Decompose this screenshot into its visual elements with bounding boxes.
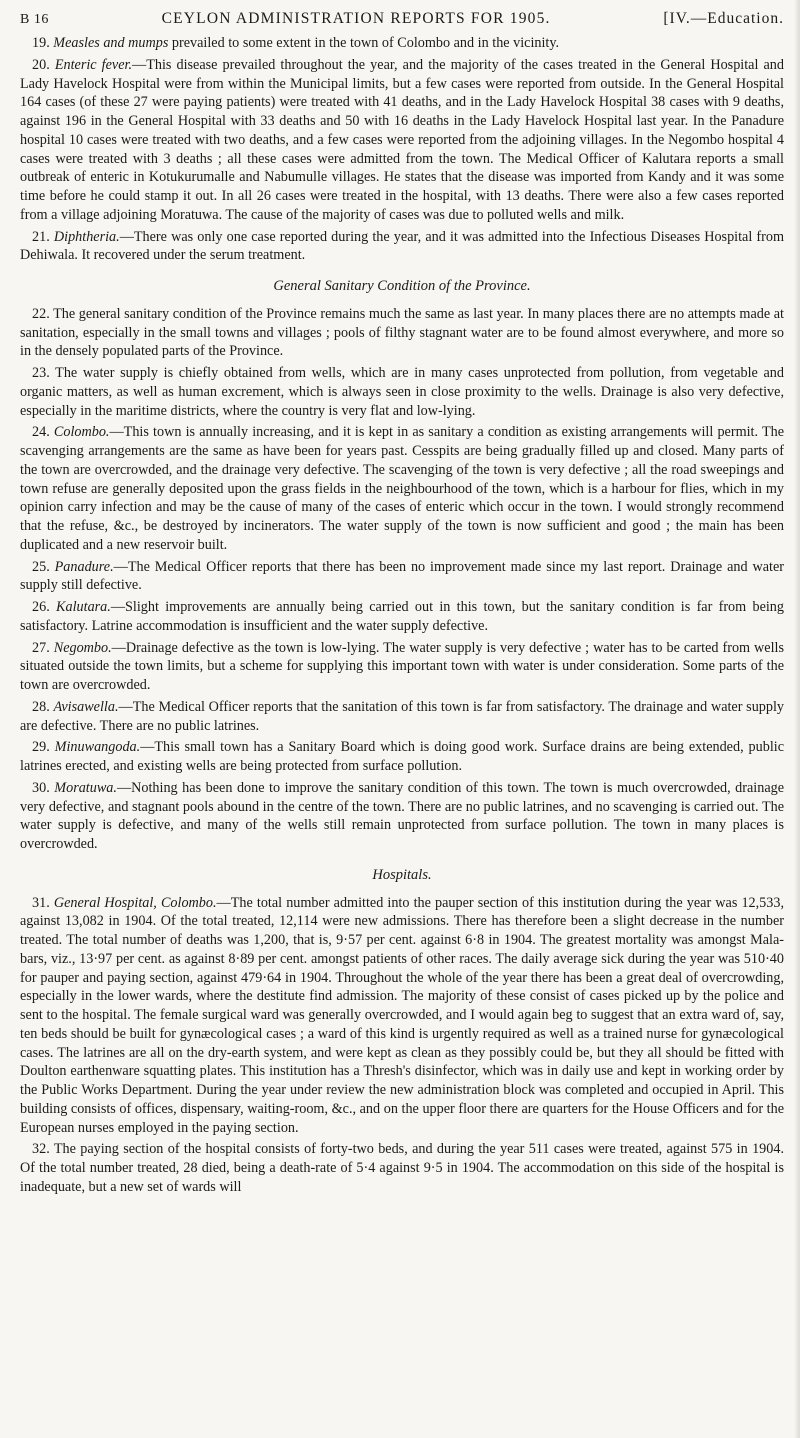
paragraph (20, 228, 784, 266)
paragraph (20, 423, 784, 554)
paragraph-number: 19. (32, 35, 50, 51)
paragraph-number: 23. (32, 365, 50, 381)
paragraph-text: —This small town has a Sanitary Board which is doing good work. Surface drains are being extended, public latrines erected, and existing wells are being protected from surface pollution. (20, 739, 784, 774)
paragraph-text: The general sanitary condition of the Province remains much the same as last year. In many places there are no attempts made at sanitation, especially in the small towns and villages ; pools of filthy stagnant water are to be found almost everywhere, and more so in the densely populated parts of the Province. (20, 305, 784, 360)
paragraph (20, 558, 784, 596)
paragraph-text: The water supply is chiefly obtained from wells, which are in many cases unprotected from pollution, from vegetable and organic matters, as well as human excrement, which is always seen in close proximity to the wells. Drainage is also very defective, especially in the maritime districts, where the country is very flat and low-lying. (20, 365, 784, 419)
section-heading: General Sanitary Condition of the Province. (273, 278, 531, 294)
paragraph (20, 698, 784, 736)
section-label: [IV.—Education. (663, 10, 784, 27)
paragraph-number: 22. (32, 305, 50, 322)
paragraph (20, 364, 784, 420)
paragraph-number: 21. (32, 228, 50, 245)
paragraph-number: 32. (32, 1141, 50, 1158)
paragraph (20, 639, 784, 695)
page-number: B 16 (20, 12, 49, 27)
paragraph-lead: Minuwangoda. (54, 739, 141, 756)
paragraph-lead: Colombo. (53, 424, 110, 441)
paragraph-number: 25. (32, 558, 50, 575)
section-heading: Hospitals. (372, 866, 432, 883)
paragraph (20, 779, 784, 854)
paragraph-lead: General Hospital, Colombo. (53, 894, 217, 911)
paragraph (20, 305, 784, 361)
paragraph-lead: Moratuwa. (54, 779, 117, 796)
paragraph (20, 738, 784, 776)
paragraph (20, 56, 784, 225)
paragraph-text: —The Medical Officer reports that there has been no improvement made since my last report. Drainage and water supply still defective. (20, 558, 785, 594)
paragraph (20, 34, 784, 53)
paragraph-text: —This town is annually increasing, and it is kept in as sanitary a condition as existing arrangements will permit. The scavenging arrangements are the same as have been for years past. Cesspits are being gradually filled up and closed. Many parts of the town are overcrowded, and the drainage very defective. The scavenging of the town is very defective ; all the road sweepings and town refuse are generally deposited upon the grass fields in the neighbourhood of the town, which is a harbour for flies, which in my opinion carry infection and may be the cause of many of the cases of enteric which occur in the town. I would strongly recommend that the refuse, &c., be destroyed by incinerators. The water supply of the town is now sufficient and good ; the main has been duplicated and a new reservoir built. (20, 424, 785, 553)
paragraph-number: 31. (32, 894, 50, 911)
paragraph-number: 28. (32, 698, 50, 715)
paragraph-number: 30. (32, 779, 50, 796)
paragraph-text: —This disease prevailed throughout the year, and the majority of the cases treated in the General Hospital and Lady Havelock Hospital were from within the Municipal limits, but a few cases were reported from outside. In the General Hospital 164 cases (of these 27 were paying patients) were treated with 41 deaths, and in the Lady Havelock Hospital 38 cases with 9 deaths, against 196 in the General Hospital with 33 deaths and 50 with 16 deaths in the Lady Havelock Hospital last year. In the Panadure hospital 10 cases were treated with two deaths, and a few cases were reported from the adjoining villages. In the Negombo hospital 4 cases were treated with 3 deaths ; all these cases were admitted from the town. The Medical Officer of Kalutara reports a small outbreak of enteric in Kotukurumalle and Nabumulle villages. He states that the disease was imported from Kandy and it was some time before he could stamp it out. In all 26 cases were treated in the hospital, with 13 deaths. There were also a few cases reported from a village adjoining Moratuwa. The cause of the majority of cases was due to polluted wells and milk. (20, 56, 784, 223)
paragraph-lead: Diphtheria. (53, 228, 120, 245)
paragraph-text: —Drainage defective as the town is low-lying. The water supply is very defective ; water has to be carted from wells situated outside the town limits, but a scheme for supplying this important town with water is under consideration. Some parts of the town are overcrowded. (20, 639, 785, 693)
paragraph-text: —The total number admitted into the pauper section of this institution during the year was 12,533, against 13,082 in 1904. Of the total treated, 12,114 were new admissions. There has therefore been a slight decrease in the number treated. The total number of deaths was 1,200, that is, 9·57 per cent. against 6·8 in 1904. The greatest mortality was amongst Mala-bars, viz., 13·97 per cent. as against 8·89 per cent. amongst patients of other races. The daily average sick during the year was 510·40 for pauper and paying section, against 479·64 in 1904. Throughout the whole of the year there has been a great deal of overcrowding, especially in the lower wards, where the destitute find admission. The majority of these consist of cases picked up by the police and sent to the hospital. The female surgical ward was generally overcrowded, and I would again beg to suggest that an extra ward of, say, ten beds should be built for gynæcological cases ; a ward of this kind is urgently required as well as a trained nurse for gynæcological cases. The latrines are all on the dry-earth system, and were kept as clean as they possibly could be, but they all should be fitted with Doulton earthenware squatting plates. This institution has a Thresh's disinfector, which was in daily use and kept in working order by the Public Works Department. During the year under review the new administration block was completed and occupied in April. This building consists of offices, dispensary, waiting-room, &c., and on the upper floor there are quarters for the House Officers and for the European nurses employed in the paying section. (20, 894, 785, 1136)
paragraph-number: 26. (32, 599, 50, 615)
paragraph-number: 27. (32, 639, 50, 656)
paragraph-text: The paying section of the hospital consists of forty-two beds, and during the year 511 cases were treated, against 575 in 1904. Of the total number treated, 28 died, being a death-rate of 5·4 against 9·5 in 1904. The accommodation on this side of the hospital is inadequate, but a new set of wards will (20, 1141, 784, 1195)
paragraph-lead: Panadure. (54, 558, 114, 575)
paragraph-text: prevailed to some extent in the town of Colombo and in the vicinity. (171, 35, 560, 51)
paragraph-number: 24. (32, 424, 50, 441)
report-title: CEYLON ADMINISTRATION REPORTS FOR 1905. (161, 10, 551, 27)
paragraph-lead: Enteric fever. (54, 56, 132, 73)
body-text (20, 34, 784, 1197)
paragraph-text: —Slight improvements are annually being carried out in this town, but the sanitary condition is far from being satisfactory. Latrine accommodation is insufficient and the water supply defective. (20, 599, 784, 634)
paragraph-text: —There was only one case reported during the year, and it was admitted into the Infectious Diseases Hospital from Dehiwala. It recovered under the serum treatment. (20, 228, 784, 264)
paragraph-lead: Measles and mumps (53, 35, 169, 51)
running-header (20, 10, 784, 28)
paragraph-number: 20. (32, 56, 50, 73)
paragraph-number: 29. (32, 739, 50, 756)
paragraph (20, 598, 784, 636)
paragraph-text: —Nothing has been done to improve the sanitary condition of this town. The town is much overcrowded, drainage very defective, and stagnant pools abound in the centre of the town. There are no public latrines, and no scavenging is carried out. The water supply is defective, and many of the wells still remain unprotected from surface pollution. The town in many places is overcrowded. (20, 779, 785, 852)
paragraph-lead: Negombo. (53, 639, 112, 656)
paragraph (20, 894, 784, 1138)
paragraph-lead: Kalutara. (56, 599, 111, 615)
paragraph-lead: Avisawella. (53, 698, 119, 715)
paragraph (20, 1140, 784, 1196)
paragraph-text: —The Medical Officer reports that the sanitation of this town is far from satisfactory. The drainage and water supply are defective. There are no public latrines. (20, 698, 785, 734)
page-edge-shadow (794, 0, 800, 1438)
